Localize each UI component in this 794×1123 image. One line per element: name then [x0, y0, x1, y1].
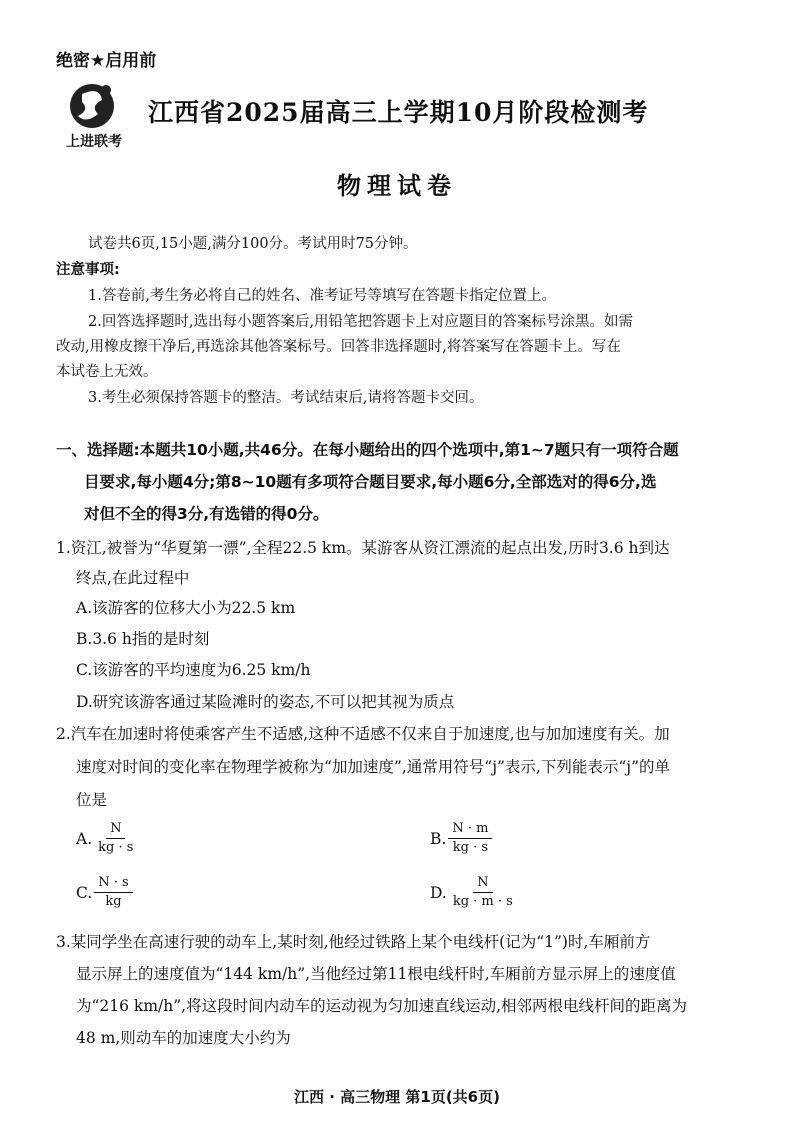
- exam-logo: [62, 80, 132, 160]
- fraction-numerator: N: [473, 874, 492, 893]
- logo-text: 上进联考: [66, 134, 122, 150]
- section-1-line-1: 一、选择题:本题共10小题,共46分。在每小题给出的四个选项中,第1~7题只有一项符合题: [56, 441, 679, 459]
- q1-option-b: B.3.6 h指的是时刻: [76, 630, 210, 648]
- q3-stem-line-3: 为“216 km/h”,将这段时间内动车的运动视为匀加速直线运动,相邻两根电线杆间的距离为: [76, 997, 688, 1015]
- notice-item-2-line-1: 2.回答选择题时,选出每小题答案后,用铅笔把答题卡上对应题目的答案标号涂黑。如需: [88, 314, 634, 330]
- q2-option-a-fraction: [94, 820, 137, 857]
- q2-stem-line-2: 速度对时间的变化率在物理学被称为“加加速度”,通常用符号“j”表示,下列能表示“j”的单: [76, 758, 671, 776]
- q2-option-b: [430, 820, 492, 857]
- fraction-denominator: kg · s: [452, 840, 489, 855]
- notice-item-2-line-2: 改动,用橡皮擦干净后,再选涂其他答案标号。回答非选择题时,将答案写在答题卡上。写在: [56, 339, 621, 355]
- q3-stem-line-2: 显示屏上的速度值为“144 km/h”,当他经过第11根电线杆时,车厢前方显示屏上的速度值: [76, 965, 676, 983]
- fraction-denominator: kg · s: [98, 840, 134, 855]
- q2-stem-line-3: 位是: [76, 791, 108, 809]
- notice-heading: 注意事项:: [56, 262, 120, 278]
- exam-title: 江西省2025届高三上学期10月阶段检测考: [148, 98, 649, 127]
- q1-option-c: C.该游客的平均速度为6.25 km/h: [76, 661, 311, 679]
- exam-subtitle: 物理试卷: [337, 171, 457, 200]
- notice-item-1: 1.答卷前,考生务必将自己的姓名、准考证号等填写在答题卡指定位置上。: [88, 288, 556, 304]
- exam-summary: 试卷共6页,15小题,满分100分。考试用时75分钟。: [88, 236, 418, 252]
- page-footer: 江西 · 高三物理 第1页(共6页): [294, 1088, 500, 1106]
- fraction-numerator: N · s: [94, 874, 132, 893]
- fraction-denominator: kg · m · s: [452, 894, 513, 909]
- fraction-denominator: kg: [105, 894, 122, 909]
- q2-option-d-fraction: [449, 874, 517, 911]
- q1-stem-line-2: 终点,在此过程中: [76, 569, 190, 587]
- q2-option-a: [76, 820, 137, 857]
- q3-stem-line-1: 3.某同学坐在高速行驶的动车上,某时刻,他经过铁路上某个电线杆(记为“1”)时,车厢前方: [56, 933, 651, 951]
- fraction-numerator: N · m: [448, 820, 492, 839]
- q1-stem-line-1: 1.资江,被誉为“华夏第一漂”,全程22.5 km。某游客从资江漂流的起点出发,历时3.6 h到达: [56, 539, 670, 557]
- q1-option-a: A.该游客的位移大小为22.5 km: [76, 599, 296, 617]
- section-1-line-3: 对但不全的得3分,有选错的得0分。: [84, 505, 329, 523]
- fraction-numerator: N: [106, 820, 125, 839]
- notice-item-2-line-3: 本试卷上无效。: [56, 364, 158, 380]
- q2-stem-line-1: 2.汽车在加速时将使乘客产生不适感,这种不适感不仅来自于加速度,也与加加速度有关。加: [56, 725, 670, 743]
- q2-option-b-label: B.: [430, 829, 447, 848]
- q2-option-c: [76, 874, 133, 911]
- q2-option-a-label: A.: [76, 829, 93, 848]
- q2-option-d-label: D.: [430, 883, 447, 902]
- notice-item-3: 3.考生必须保持答题卡的整洁。考试结束后,请将答题卡交回。: [88, 390, 484, 406]
- q2-option-b-fraction: [448, 820, 492, 857]
- confidential-label: 绝密★启用前: [56, 51, 157, 71]
- q2-option-c-label: C.: [76, 883, 93, 902]
- q2-option-d: [430, 874, 517, 911]
- q1-option-d: D.研究该游客通过某险滩时的姿态,不可以把其视为质点: [76, 693, 455, 711]
- section-1-line-2: 目要求,每小题4分;第8~10题有多项符合题目要求,每小题6分,全部选对的得6分,选: [84, 473, 657, 491]
- q3-stem-line-4: 48 m,则动车的加速度大小约为: [76, 1029, 291, 1047]
- q2-option-c-fraction: [94, 874, 132, 911]
- logo-graphic-icon: [62, 80, 132, 160]
